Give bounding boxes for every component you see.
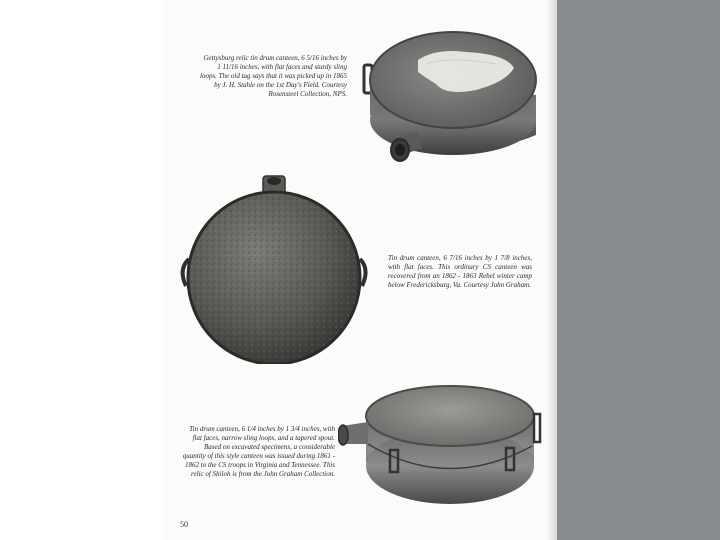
scanner-background (557, 0, 720, 540)
canteen-photo-shiloh (338, 374, 552, 514)
canteen-photo-fredericksburg (176, 174, 372, 364)
canteen-photo-gettysburg (356, 20, 548, 170)
caption-canteen-2: Tin drum canteen, 6 7/16 inches by 1 7/8 inches, with flat faces. This ordinary CS canteen was recovered from an 1862 - 1863 Rebel winter camp below Fredericksburg, Va. Courtesy John Graham. (388, 254, 532, 289)
page-number: 50 (180, 520, 188, 529)
caption-canteen-3: Tin drum canteen, 6 1/4 inches by 1 3/4 inches, with flat faces, narrow sling loops, and a tapered spout. Based on excavated specimens, a considerable quantity of this style canteen was issued during 1861 - 1862 to the CS troops in Virginia and Tennessee. This relic of Shiloh is from the John Graham Collection. (182, 425, 335, 478)
caption-canteen-1: Gettysburg relic tin drum canteen, 6 5/16 inches by 1 11/16 inches, with flat faces and sturdy sling loops. The old tag says that it was picked up in 1865 by J. H. Stahle on the 1st Day's Field. Courtesy Rosensteel Collection, NPS. (200, 54, 347, 98)
